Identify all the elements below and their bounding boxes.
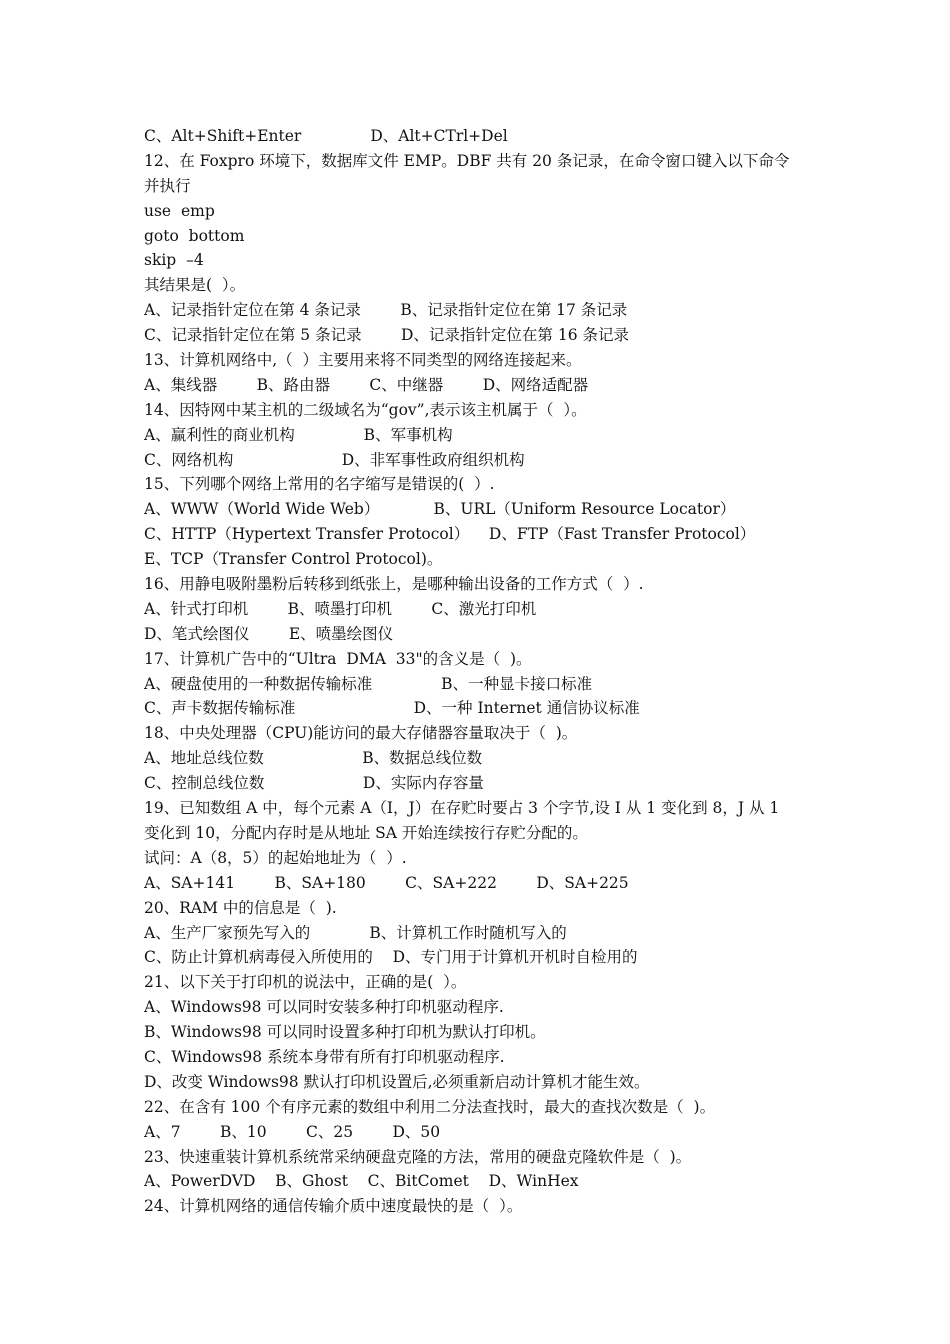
- text-line: A、PowerDVD B、Ghost C、BitComet D、WinHex: [144, 1172, 579, 1191]
- text-line: C、Alt+Shift+Enter D、Alt+CTrl+Del: [144, 127, 508, 145]
- text-line: skip –4: [144, 251, 204, 270]
- text-line: A、生产厂家预先写入的 B、计算机工作时随机写入的: [144, 923, 567, 942]
- text-line: C、记录指针定位在第 5 条记录 D、记录指针定位在第 16 条记录: [144, 326, 629, 345]
- text-line: goto bottom: [144, 226, 245, 245]
- text-line: 其结果是( ）。: [144, 276, 246, 295]
- text-line: C、防止计算机病毒侵入所使用的 D、专门用于计算机开机时自检用的: [144, 948, 638, 967]
- text-line: 18、中央处理器（CPU)能访问的最大存储器容量取决于（ )。: [144, 724, 578, 743]
- text-line: A、记录指针定位在第 4 条记录 B、记录指针定位在第 17 条记录: [144, 301, 628, 320]
- text-line: 23、快速重装计算机系统常采纳硬盘克隆的方法，常用的硬盘克隆软件是（ )。: [144, 1147, 692, 1166]
- text-line: 16、用静电吸附墨粉后转移到纸张上，是哪种输出设备的工作方式（ ）.: [144, 575, 644, 594]
- text-line: use emp: [144, 201, 215, 220]
- text-line: C、Windows98 系统本身带有所有打印机驱动程序.: [144, 1047, 505, 1066]
- text-line: 试问：A（8，5）的起始地址为（ ）.: [144, 848, 407, 867]
- text-line: E、TCP（Transfer Control Protocol)。: [144, 550, 443, 569]
- text-line: 13、计算机网络中,（ ）主要用来将不同类型的网络连接起来。: [144, 351, 582, 370]
- text-line: A、硬盘使用的一种数据传输标准 B、一种显卡接口标准: [144, 674, 593, 693]
- text-line: C、网络机构 D、非军事性政府组织机构: [144, 450, 525, 469]
- text-line: A、赢利性的商业机构 B、军事机构: [144, 425, 453, 444]
- text-line: 19、已知数组 A 中，每个元素 A（I，J）在存贮时要占 3 个字节,设 I 从 1 变化到 8，J 从 1: [144, 799, 780, 818]
- text-line: 15、下列哪个网络上常用的名字缩写是错误的( ）.: [144, 475, 495, 494]
- text-line: C、声卡数据传输标准 D、一种 Internet 通信协议标准: [144, 699, 640, 718]
- text-line: C、HTTP（Hypertext Transfer Protocol） D、FTP（Fast Transfer Protocol）: [144, 525, 756, 544]
- text-line: 并执行: [144, 176, 191, 195]
- text-line: 12、在 Foxpro 环境下，数据库文件 EMP。DBF 共有 20 条记录，在命令窗口键入以下命令: [144, 151, 790, 170]
- text-line: A、集线器 B、路由器 C、中继器 D、网络适配器: [144, 375, 589, 394]
- text-line: A、Windows98 可以同时安装多种打印机驱动程序.: [144, 998, 504, 1017]
- text-line: 20、RAM 中的信息是（ ).: [144, 898, 337, 917]
- text-line: C、控制总线位数 D、实际内存容量: [144, 774, 484, 793]
- text-line: A、SA+141 B、SA+180 C、SA+222 D、SA+225: [144, 873, 629, 892]
- text-line: 24、计算机网络的通信传输介质中速度最快的是（ ）。: [144, 1197, 523, 1216]
- text-line: D、笔式绘图仪 E、喷墨绘图仪: [144, 624, 394, 643]
- text-line: 22、在含有 100 个有序元素的数组中利用二分法查找时，最大的查找次数是（ )。: [144, 1097, 716, 1116]
- text-line: A、7 B、10 C、25 D、50: [144, 1122, 441, 1141]
- text-line: 17、计算机广告中的“Ultra DMA 33"的含义是（ )。: [144, 649, 532, 668]
- text-line: D、改变 Windows98 默认打印机设置后,必须重新启动计算机才能生效。: [144, 1072, 650, 1091]
- text-line: 变化到 10，分配内存时是从地址 SA 开始连续按行存贮分配的。: [144, 823, 588, 842]
- text-line: B、Windows98 可以同时设置多种打印机为默认打印机。: [144, 1023, 546, 1042]
- text-line: A、针式打印机 B、喷墨打印机 C、激光打印机: [144, 599, 537, 618]
- text-line: 14、因特网中某主机的二级域名为“gov”,表示该主机属于（ ）。: [144, 400, 587, 419]
- text-line: A、WWW（World Wide Web） B、URL（Uniform Resource Locator）: [144, 500, 736, 519]
- question-text: [144, 124, 824, 1219]
- text-line: 21、以下关于打印机的说法中，正确的是( ）。: [144, 973, 467, 992]
- text-line: A、地址总线位数 B、数据总线位数: [144, 749, 483, 768]
